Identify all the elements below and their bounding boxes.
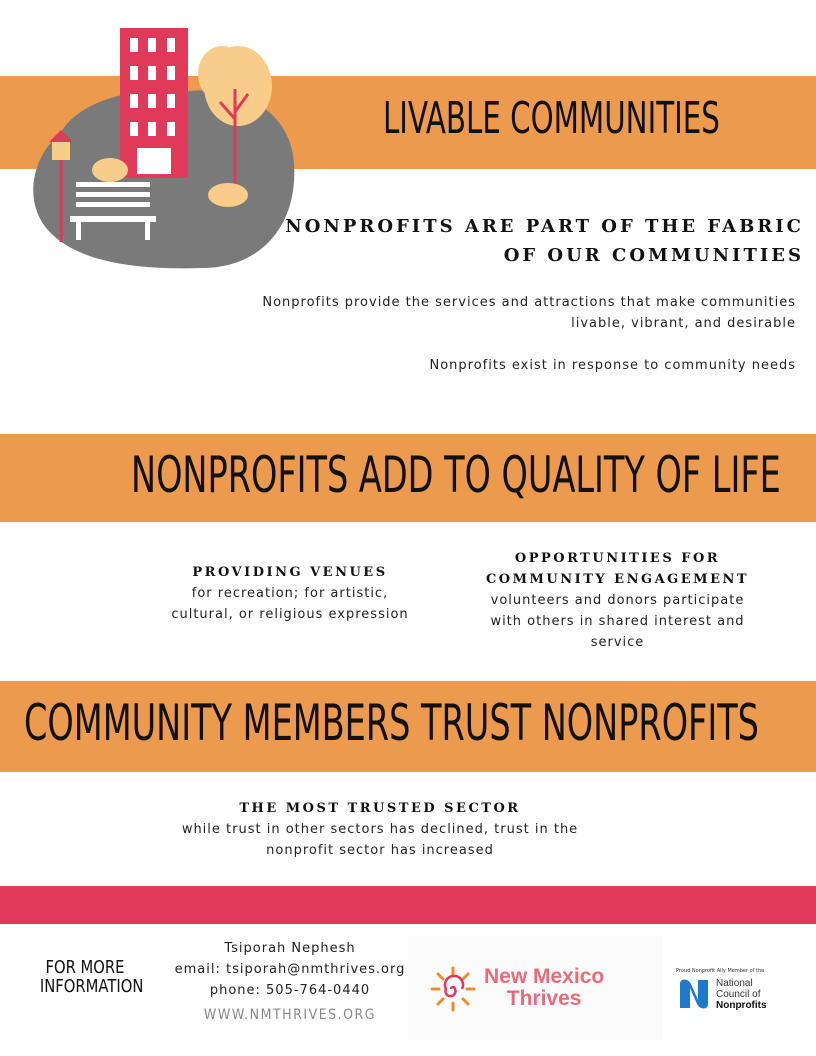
services-line2: livable, vibrant, and desirable [571,316,796,331]
section-title-quality: NONPROFITS ADD TO QUALITY OF LIFE [131,446,781,504]
website-link[interactable]: WWW.NMTHRIVES.ORG [203,1007,377,1023]
ncn-logo-icon [676,976,712,1010]
nmt-wordmark-line2: Thrives [506,987,582,1010]
engagement-line3: service [590,635,645,650]
trusted-block [150,798,610,861]
new-mexico-thrives-logo [408,936,663,1040]
section-title-trust: COMMUNITY MEMBERS TRUST NONPROFITS [24,694,759,752]
engagement-heading-line2: COMMUNITY ENGAGEMENT [485,572,750,587]
engagement-line1: volunteers and donors participate [490,593,745,608]
fabric-subheading [285,212,804,270]
contact-block [160,938,420,1001]
engagement-block [470,548,765,653]
contact-email[interactable]: email: tsiporah@nmthrives.org [174,962,406,977]
trusted-line2: nonprofit sector has increased [266,843,494,858]
ncn-wordmark [716,978,767,1011]
services-paragraph [196,292,796,334]
venues-line1: for recreation; for artistic, [191,586,389,601]
services-line1: Nonprofits provide the services and attractions that make communities [262,295,796,310]
nmt-wordmark [484,966,604,1010]
more-info-line2: INFORMATION [39,976,144,997]
contact-phone: phone: 505-764-0440 [209,983,371,998]
engagement-line2: with others in shared interest and [490,614,745,629]
contact-name: Tsiporah Nephesh [224,941,356,956]
section-title-livable: LIVABLE COMMUNITIES [383,93,720,144]
sun-spiral-logo-icon [430,966,476,1012]
fabric-subheading-line1: NONPROFITS ARE PART OF THE FABRIC [285,216,804,237]
trusted-heading: THE MOST TRUSTED SECTOR [239,801,521,816]
divider-band [0,886,816,924]
trusted-line1: while trust in other sectors has declined, trust in the [181,822,579,837]
ncn-line1: National [716,978,753,989]
venues-heading: PROVIDING VENUES [192,565,388,580]
venues-block [160,562,420,625]
ncn-line3 [716,1000,767,1011]
engagement-heading-line1: OPPORTUNITIES FOR [514,551,721,566]
more-info-line1: FOR MORE [45,957,125,978]
ncn-logo [676,968,786,1018]
ncn-line2: Council of [716,989,761,1000]
fabric-subheading-line2: OF OUR COMMUNITIES [503,245,804,266]
ncn-tagline: Proud Nonprofit Ally Member of the [676,968,765,974]
more-info-label [39,957,144,997]
ncn-line3-text: Nonprofits [716,1000,767,1011]
city-park-illustration [22,24,302,274]
needs-paragraph: Nonprofits exist in response to community needs [429,358,796,373]
nmt-wordmark-line1: New Mexico [484,965,605,988]
venues-line2: cultural, or religious expression [171,607,409,622]
